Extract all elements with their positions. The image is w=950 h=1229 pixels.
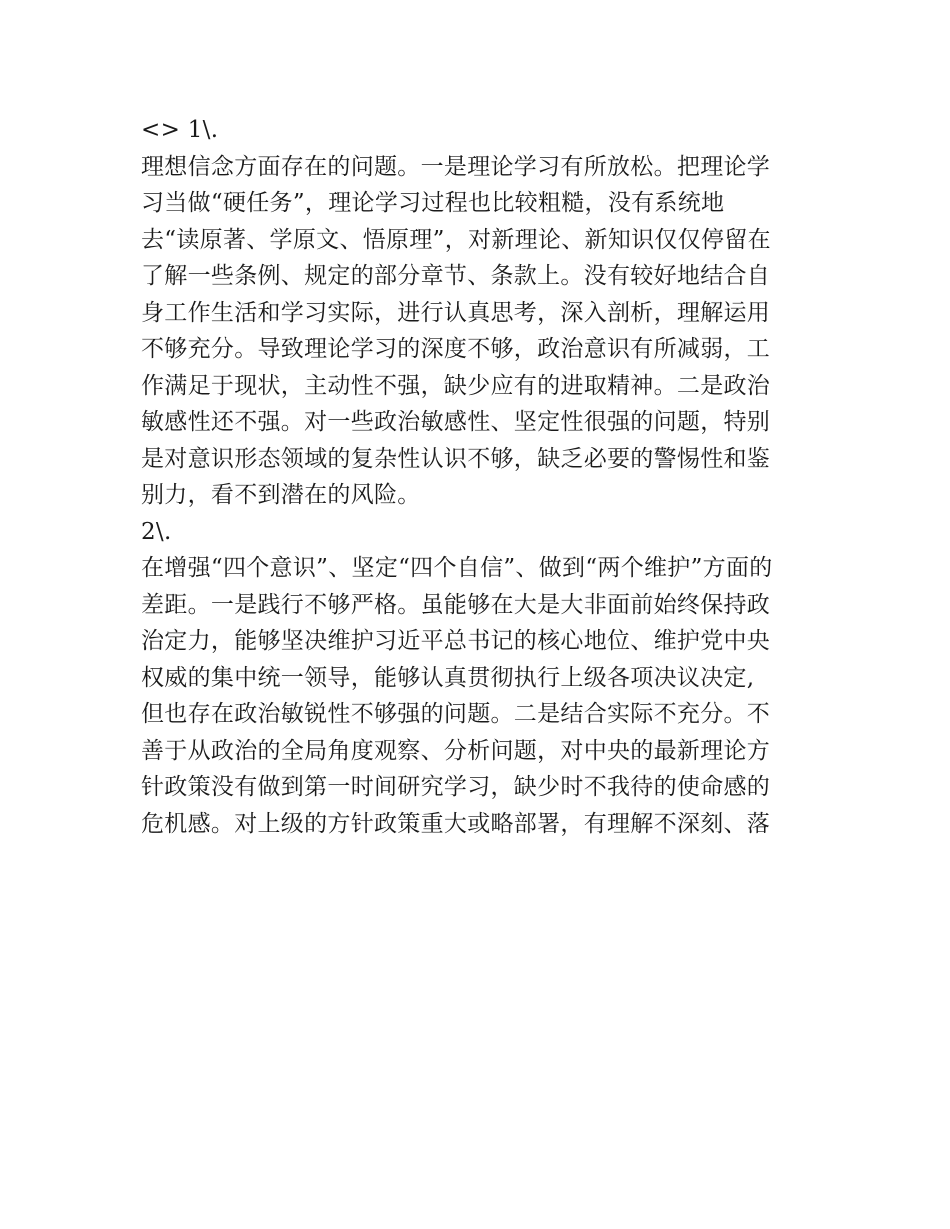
- paragraph-line: 了解一些条例、规定的部分章节、条款上。没有较好地结合自: [141, 263, 771, 289]
- paragraph-line: 针政策没有做到第一时间研究学习，缺少时不我待的使命感的: [141, 774, 771, 800]
- paragraph-line: 身工作生活和学习实际，进行认真思考，深入剖析，理解运用: [141, 299, 771, 326]
- paragraph-line: 是对意识形态领域的复杂性认识不够，缺乏必要的警惕性和鉴: [141, 445, 771, 472]
- document-body: [141, 112, 817, 842]
- section-2-marker: 2\.: [141, 518, 172, 545]
- paragraph-line: 权威的集中统一领导，能够认真贯彻执行上级各项决议决定,: [141, 664, 755, 691]
- section-1-marker: <> 1\.: [141, 117, 219, 143]
- paragraph-line: 差距。一是践行不够严格。虽能够在大是大非面前始终保持政: [141, 591, 771, 618]
- paragraph-line: 作满足于现状，主动性不强，缺少应有的进取精神。二是政治: [141, 372, 771, 399]
- paragraph-line: 治定力，能够坚决维护习近平总书记的核心地位、维护党中央: [141, 628, 771, 654]
- paragraph-line: 别力，看不到潜在的风险。: [141, 482, 421, 508]
- paragraph-line: 理想信念方面存在的问题。一是理论学习有所放松。把理论学: [141, 153, 771, 180]
- paragraph-line: 危机感。对上级的方针政策重大或略部署，有理解不深刻、落: [141, 810, 771, 837]
- paragraph-line: 去“读原著、学原文、悟原理”，对新理论、新知识仅仅停留在: [141, 226, 771, 253]
- paragraph-line: 习当做“硬任务”，理论学习过程也比较粗糙，没有系统地: [141, 190, 725, 216]
- paragraph-line: 但也存在政治敏锐性不够强的问题。二是结合实际不充分。不: [141, 701, 771, 727]
- paragraph-line: 在增强“四个意识”、坚定“四个自信”、做到“两个维护”方面的: [141, 555, 773, 581]
- paragraph-line: 敏感性还不强。对一些政治敏感性、坚定性很强的问题，特别: [141, 409, 771, 435]
- paragraph-line: 善于从政治的全局角度观察、分析问题，对中央的最新理论方: [141, 737, 771, 764]
- paragraph-line: 不够充分。导致理论学习的深度不够，政治意识有所减弱，工: [141, 336, 771, 362]
